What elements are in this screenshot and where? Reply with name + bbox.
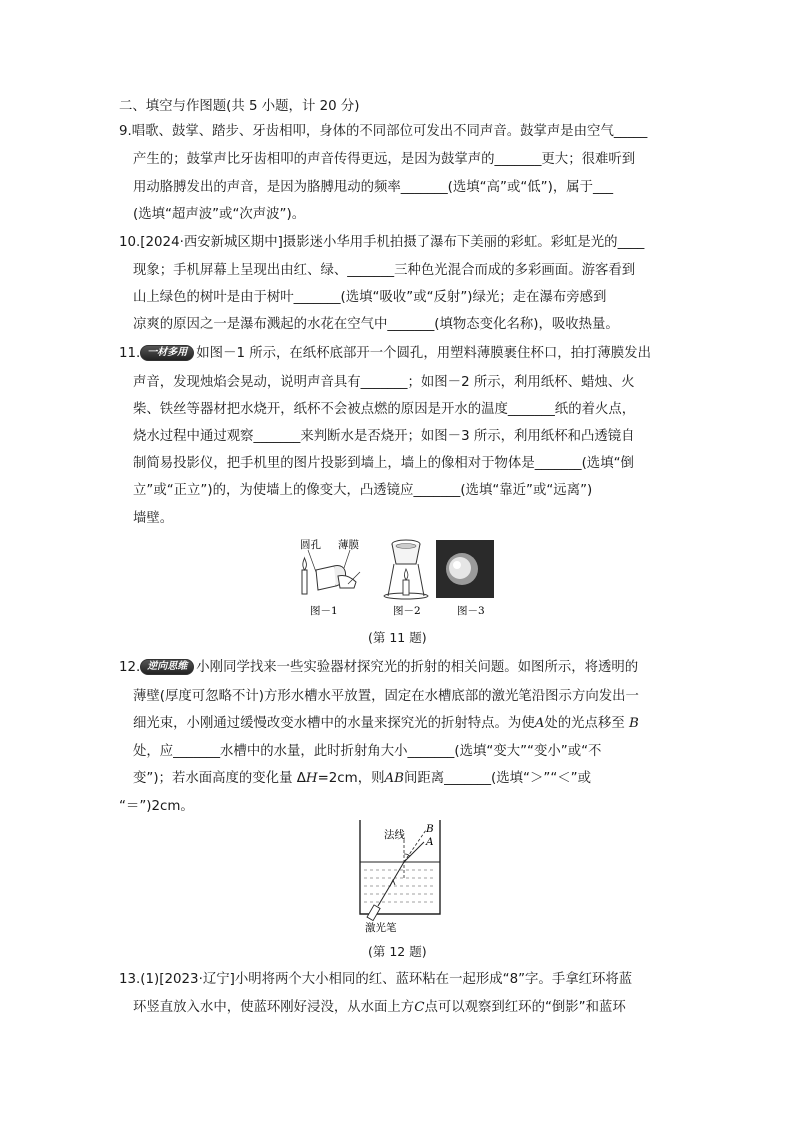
- q12-line-5-post: 间距离_______(选填“＞”“＜”或: [404, 771, 591, 786]
- q11-number: 11.: [119, 346, 141, 361]
- q12-line-3-text: 细光束，小刚通过缓慢改变水槽中的水量来探究光的折射特点。为使: [133, 716, 535, 731]
- q10-line-3: 山上绿色的树叶是由于树叶_______(选填“吸收”或“反射”)绿光；走在瀑布旁感到: [133, 290, 607, 305]
- q10-line-1: 10.[2024·西安新城区期中]摄影迷小华用手机拍摄了瀑布下美丽的彩虹。彩虹是光的____: [119, 235, 645, 250]
- q9-line-2: 产生的；鼓掌声比牙齿相叩的声音传得更远，是因为鼓掌声的_______更大；很难听到: [133, 152, 636, 167]
- q12-label-a: A: [426, 836, 434, 848]
- q13-line-1: 13.(1)[2023·辽宁]小明将两个大小相同的红、蓝环粘在一起形成“8”字。手拿红环将蓝: [119, 972, 633, 987]
- q11-line-3: 柴、铁丝等器材把水烧开，纸杯不会被点燃的原因是开水的温度_______纸的着火点，: [133, 402, 636, 417]
- q11-badge: 一材多用: [140, 345, 194, 361]
- q13-line-2-pre: 环竖直放入水中，使蓝环刚好浸没，从水面上方: [133, 1000, 415, 1015]
- q10-line-4: 凉爽的原因之一是瀑布溅起的水花在空气中_______(填物态变化名称)，吸收热量。: [133, 317, 619, 332]
- q12-line-5-mid: =2cm，则: [317, 771, 385, 786]
- q12-line-5: [133, 769, 591, 789]
- q11-caption: (第 11 题): [368, 630, 427, 645]
- q13-line-2-post: 点可以观察到红环的“倒影”和蓝环: [424, 1000, 626, 1015]
- q12-first-text: 小刚同学找来一些实验器材探究光的折射的相关问题。如图所示，将透明的: [196, 660, 639, 675]
- q12-var-b: B: [629, 716, 639, 731]
- q9-line-4: (选填“超声波”或“次声波”)。: [133, 207, 306, 222]
- q11-line-7: 墙壁。: [133, 511, 174, 526]
- q12-line-2: 薄壁(厚度可忽略不计)方形水槽水平放置，固定在水槽底部的激光笔沿图示方向发出一: [133, 689, 639, 704]
- q12-label-b: B: [426, 823, 434, 835]
- q11-fig1-label: 图－1: [310, 605, 338, 617]
- q11-line-6: 立”或“正立”)的，为使墙上的像变大，凸透镜应_______(选填“靠近”或“远离”): [133, 483, 593, 498]
- q12-var-h: H: [305, 771, 318, 786]
- q12-dashed-ray: [404, 830, 426, 862]
- q11-fig2-drawing: [384, 540, 428, 599]
- q10-line-2: 现象；手机屏幕上呈现出由红、绿、_______三种色光混合而成的多彩画面。游客看到: [133, 263, 636, 278]
- q12-figure: [350, 818, 450, 936]
- q13-var-c: C: [414, 1000, 425, 1015]
- q12-var-ab: AB: [384, 771, 405, 786]
- q11-fig1-drawing: [302, 550, 360, 594]
- q11-line-2: 声音，发现烛焰会晃动，说明声音具有_______；如图－2 所示，利用纸杯、蜡烛、火: [133, 375, 635, 390]
- q11-fig3-drawing: [436, 540, 494, 598]
- q12-line-6: “＝”)2cm。: [119, 799, 194, 814]
- q12-badge: 逆向思维: [140, 659, 194, 675]
- q12-label-normal: 法线: [384, 829, 405, 841]
- q12-line-3-mid: 处的光点移至: [544, 716, 625, 731]
- q12-label-pen: 激光笔: [365, 922, 397, 934]
- q11-figure: [290, 536, 500, 624]
- section-title: 二、填空与作图题(共 5 小题，计 20 分): [119, 99, 360, 114]
- q11-line-5: 制简易投影仪，把手机里的图片投影到墙上，墙上的像相对于物体是_______(选填“倒: [133, 456, 634, 471]
- q12-laser-pen: [367, 905, 380, 921]
- q12-line-4: 处，应_______水槽中的水量，此时折射角大小_______(选填“变大”“变小”或“不: [133, 744, 602, 759]
- q12-var-a: A: [534, 716, 545, 731]
- q13-line-2: [133, 998, 626, 1018]
- q11-fig2-label: 图－2: [393, 605, 421, 617]
- q11-label-hole: 圆孔: [300, 539, 321, 551]
- q12-number: 12.: [119, 660, 141, 675]
- q11-label-film: 薄膜: [338, 539, 359, 551]
- q11-fig3-label: 图－3: [457, 605, 485, 617]
- q12-line-1: [119, 658, 638, 678]
- q9-line-1: 9.唱歌、鼓掌、踏步、牙齿相叩，身体的不同部位可发出不同声音。鼓掌声是由空气_____: [119, 124, 648, 139]
- q12-caption: (第 12 题): [368, 944, 427, 959]
- q12-line-3: [133, 714, 639, 734]
- q11-first-text: 如图－1 所示，在纸杯底部开一个圆孔，用塑料薄膜裹住杯口，拍打薄膜发出: [196, 346, 651, 361]
- q11-line-1: [119, 344, 651, 364]
- q12-refracted-ray: [404, 842, 424, 862]
- q12-line-5-pre: 变”)；若水面高度的变化量 Δ: [133, 771, 306, 786]
- q9-line-3: 用动胳膊发出的声音，是因为胳膊甩动的频率_______(选填“高”或“低”)，属于___: [133, 180, 614, 195]
- q11-line-4: 烧水过程中通过观察_______来判断水是否烧开；如图－3 所示，利用纸杯和凸透镜自: [133, 429, 635, 444]
